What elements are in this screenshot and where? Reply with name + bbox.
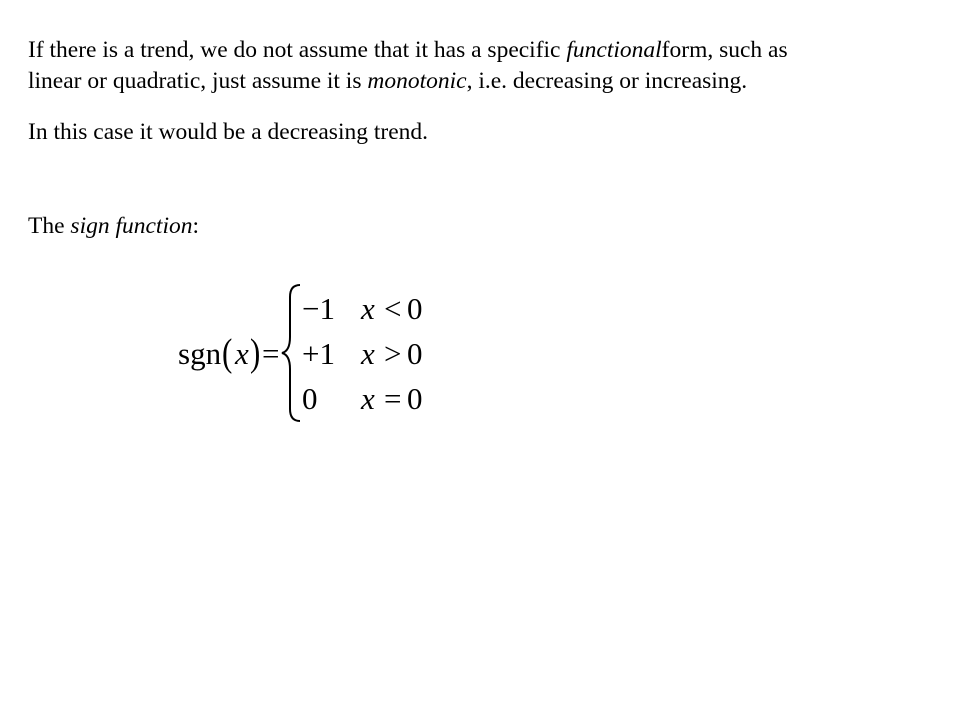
case-2-variable: x — [361, 336, 375, 371]
case-3-relation: = — [384, 381, 402, 416]
case-1-threshold: 0 — [407, 291, 423, 326]
formula-equals: = — [262, 336, 280, 371]
sign-function-emphasis: sign function — [70, 213, 193, 239]
case-1-value: −1 — [302, 291, 335, 326]
case-2-threshold: 0 — [407, 336, 423, 371]
sign-function-colon: : — [192, 213, 200, 239]
formula-argument: x — [235, 336, 249, 371]
intro-line1-end: form, such as — [661, 37, 788, 63]
intro-line1-text: If there is a trend, we do not assume that it has a specific — [28, 37, 567, 63]
case-2-value: +1 — [302, 336, 335, 371]
intro-line2-text: linear or quadratic, just assume it is — [28, 68, 368, 94]
case-3-value: 0 — [302, 381, 318, 416]
intro-line2-end: , i.e. decreasing or increasing. — [466, 68, 748, 94]
case-3-threshold: 0 — [407, 381, 423, 416]
left-brace-icon — [279, 283, 303, 423]
case-1-relation: < — [384, 291, 402, 326]
formula-open-paren: ( — [222, 330, 233, 375]
formula-close-paren: ) — [250, 330, 261, 375]
intro-functional-emphasis: functional — [566, 37, 662, 63]
trend-paragraph: In this case it would be a decreasing trend. — [28, 119, 429, 145]
sign-function-prefix: The — [28, 213, 71, 239]
case-3-variable: x — [361, 381, 375, 416]
case-1-variable: x — [361, 291, 375, 326]
case-2-relation: > — [384, 336, 402, 371]
intro-monotonic-emphasis: monotonic — [367, 68, 467, 94]
formula-function-name: sgn — [178, 336, 222, 371]
